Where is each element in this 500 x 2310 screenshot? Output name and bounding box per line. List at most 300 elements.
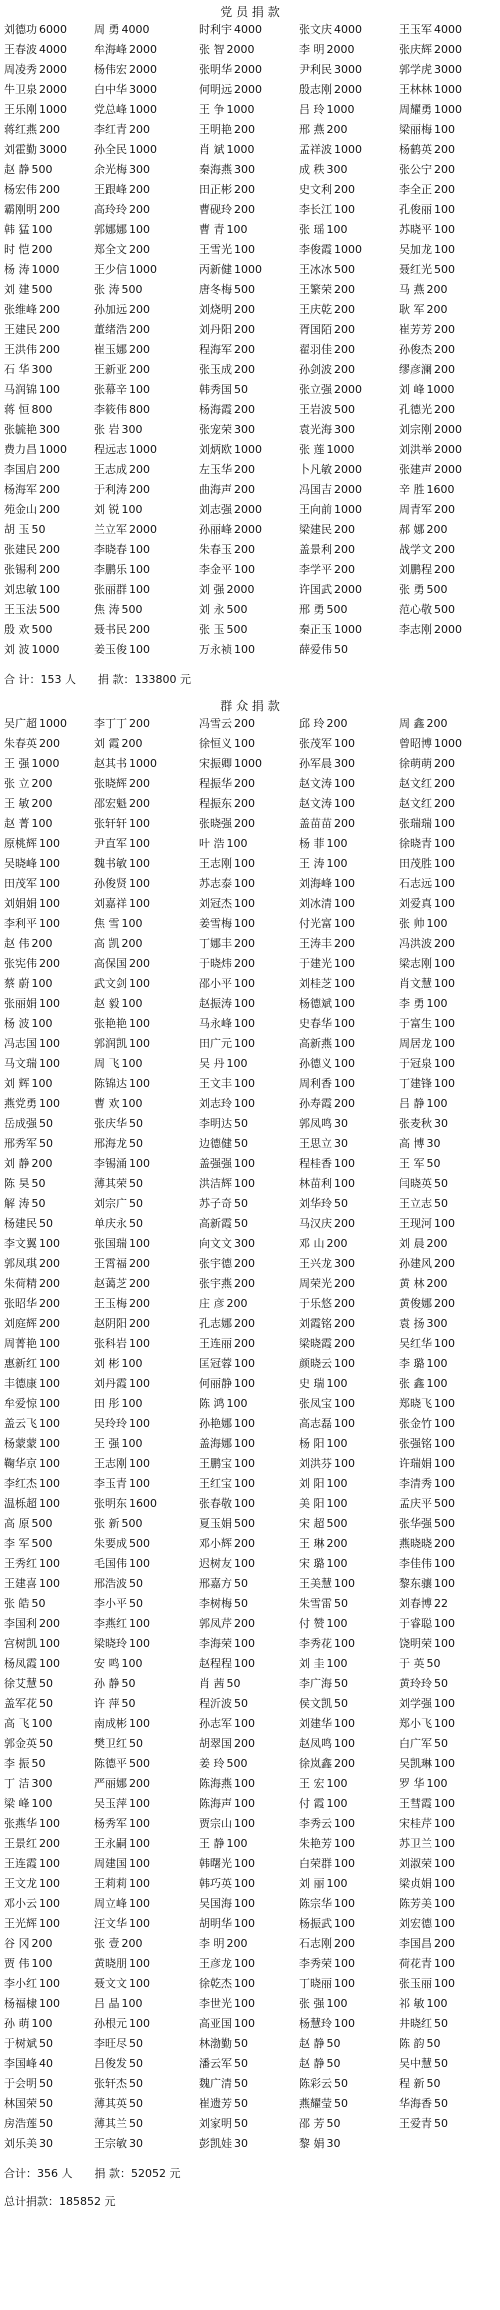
donation-amount: 100 [39,1337,60,1350]
donation-amount: 1000 [334,503,362,516]
donation-amount: 100 [434,817,455,830]
donor-entry [299,1974,399,1994]
donor-entry [399,1674,499,1694]
donor-entry [94,600,199,620]
donation-amount: 100 [39,897,60,910]
donor-name: 林国荣 [4,2097,37,2110]
donor-name: 梁志刚 [399,957,432,970]
donor-name: 张维峰 [4,303,37,316]
donor-entry [94,854,199,874]
donor-name: 万永祯 [199,643,232,656]
donor-name: 高保国 [94,957,127,970]
donor-name: 岳成强 [4,1117,37,1130]
donor-name: 程海军 [199,343,232,356]
donor-entry [399,1534,499,1554]
donor-entry [399,1694,499,1714]
donor-entry [199,934,299,954]
donor-name: 盖景利 [299,543,332,556]
donor-name: 王秀红 [4,1557,37,1570]
donor-name: 李国利 [4,1617,37,1630]
donor-name: 刘 强 [199,583,225,596]
donor-entry [199,240,299,260]
donor-entry [199,180,299,200]
donor-entry [199,1474,299,1494]
donor-name: 王 强 [4,757,30,770]
donor-entry [4,1034,94,1054]
donor-entry [4,420,94,440]
donor-name: 王岩波 [299,403,332,416]
donor-name: 白中华 [94,83,127,96]
donation-amount: 100 [129,1857,150,1870]
donor-entry [4,1694,94,1714]
donor-entry [199,1134,299,1154]
donation-amount: 100 [31,817,53,830]
donation-amount: 2000 [334,483,362,496]
donor-name: 张庆华 [94,1117,127,1130]
donation-amount: 100 [234,1797,255,1810]
donation-amount: 200 [129,323,150,336]
donor-name: 韩秀国 [199,383,232,396]
donation-amount: 50 [129,2117,143,2130]
donor-entry [199,914,299,934]
donor-entry [199,1814,299,1834]
donor-entry [399,460,499,480]
donation-amount: 100 [31,1077,53,1090]
donation-amount: 100 [426,1377,448,1390]
donation-amount: 1000 [31,263,60,276]
donor-name: 霸刚明 [4,203,37,216]
donation-amount: 200 [234,123,255,136]
donation-amount: 100 [334,917,355,930]
donor-name: 盖强强 [199,1157,232,1170]
donor-name: 刘宗刚 [399,423,432,436]
donor-entry [4,1794,94,1814]
donation-amount: 300 [31,363,53,376]
donor-name: 谷 冈 [4,1937,30,1950]
donor-name: 陈 昊 [4,1177,30,1190]
donor-entry [4,714,94,734]
donation-amount: 1000 [129,443,157,456]
donor-entry [299,20,399,40]
donor-name: 苏子奇 [199,1197,232,1210]
donor-entry [4,580,94,600]
donor-entry [4,1614,94,1634]
donor-entry [94,1854,199,1874]
donor-entry [4,1994,94,2014]
donor-name: 吕 玲 [299,103,325,116]
donor-name: 王乐刚 [4,103,37,116]
donor-name: 梁丽梅 [399,123,432,136]
donation-amount: 100 [39,1477,60,1490]
donor-name: 孙艳娜 [199,1417,232,1430]
donor-name: 梁建民 [299,523,332,536]
donation-amount: 200 [334,817,355,830]
donation-amount: 100 [334,203,355,216]
donor-name: 丰德康 [4,1377,37,1390]
donor-name: 周耀勇 [399,103,432,116]
donor-name: 薄其英 [94,2097,127,2110]
donor-name: 鞠华京 [4,1457,37,1470]
donor-name: 周荣光 [299,1277,332,1290]
donor-entry [399,540,499,560]
donor-name: 黄俊娜 [399,1297,432,1310]
donor-entry [399,1454,499,1474]
donation-amount: 200 [434,343,455,356]
donor-entry [199,1834,299,1854]
donor-name: 郭凤鸣 [299,1117,332,1130]
donor-entry [399,60,499,80]
donor-name: 刘冠杰 [199,897,232,910]
donation-amount: 2000 [226,583,255,596]
donor-entry [4,240,94,260]
donor-entry [94,774,199,794]
donation-amount: 100 [434,1917,455,1930]
party-member-donation-summary: 合 计：153 人 捐 款：133800 元 [4,673,191,686]
donation-amount: 500 [426,583,448,596]
donation-amount: 200 [334,183,355,196]
donor-entry [4,1174,94,1194]
donation-amount: 100 [129,897,150,910]
grand-total: 总计捐款：185852 元 [4,2195,116,2208]
donor-entry [199,480,299,500]
donor-entry [4,520,94,540]
donor-entry [4,1714,94,1734]
donation-amount: 1000 [31,757,60,770]
donor-entry [299,1374,399,1394]
donation-amount: 200 [334,523,355,536]
donor-entry [299,1994,399,2014]
donor-entry [199,2134,299,2154]
donor-name: 杨福棣 [4,1997,37,2010]
donor-entry [94,1634,199,1654]
donor-name: 刘霍勤 [4,143,37,156]
donor-entry [299,580,399,600]
donation-amount: 200 [129,463,150,476]
donation-amount: 200 [334,1317,355,1330]
donor-name: 王红宝 [199,1477,232,1490]
donation-amount: 200 [434,503,455,516]
donor-entry [94,300,199,320]
donation-amount: 200 [129,957,150,970]
donation-amount: 50 [326,2117,341,2130]
donor-name: 于建光 [299,957,332,970]
donor-entry [4,1634,94,1654]
donor-name: 赵文涛 [299,777,332,790]
donor-name: 宋桂芹 [399,1817,432,1830]
donor-name: 袁光海 [299,423,332,436]
donor-entry [94,1394,199,1414]
donor-name: 吴玉萍 [94,1797,127,1810]
donation-amount: 300 [39,423,60,436]
donor-entry [399,1634,499,1654]
donor-name: 肖 斌 [199,143,225,156]
donor-entry [399,1514,499,1534]
donation-amount: 100 [434,123,455,136]
donation-amount: 100 [434,1037,455,1050]
donation-amount: 30 [129,2137,143,2150]
donor-entry [199,734,299,754]
donor-name: 孟祥波 [299,143,332,156]
donor-entry [94,1574,199,1594]
donor-entry [94,1194,199,1214]
donor-name: 张 帅 [399,917,425,930]
donor-name: 陈海燕 [199,1777,232,1790]
donor-name: 李学平 [299,563,332,576]
donation-amount: 50 [39,1737,53,1750]
donation-amount: 500 [226,603,248,616]
donor-entry [94,1274,199,1294]
donation-amount: 100 [39,1977,60,1990]
donation-amount: 100 [39,1877,60,1890]
donor-name: 井晓红 [399,2017,432,2030]
donation-amount: 100 [226,1397,248,1410]
donor-entry [4,1194,94,1214]
donation-amount: 100 [39,1457,60,1470]
donation-amount: 100 [334,737,355,750]
donor-entry [199,2054,299,2074]
donor-name: 焦 涛 [94,603,120,616]
donor-entry [94,1374,199,1394]
donor-entry [94,1074,199,1094]
donor-entry [4,1934,94,1954]
donor-name: 张丽群 [94,583,127,596]
donor-name: 刘 丽 [299,1877,325,1890]
donor-name: 邵 芳 [299,2117,325,2130]
donor-name: 赵文红 [399,777,432,790]
donor-name: 聂书民 [94,623,127,636]
donor-entry [4,914,94,934]
donor-entry [4,974,94,994]
donor-entry [199,1254,299,1274]
donor-entry [94,1474,199,1494]
donation-amount: 100 [334,1717,355,1730]
donor-entry [199,1934,299,1954]
donor-name: 孙加远 [94,303,127,316]
donor-name: 史文利 [299,183,332,196]
donation-amount: 200 [129,243,150,256]
donor-name: 王新亚 [94,363,127,376]
donor-entry [94,240,199,260]
donor-entry [299,1394,399,1414]
donor-entry [399,1834,499,1854]
donor-entry [199,600,299,620]
donor-entry [94,1094,199,1114]
donation-amount: 100 [129,977,150,990]
donation-amount: 200 [234,1737,255,1750]
donation-amount: 100 [326,837,348,850]
donor-entry [399,1554,499,1574]
donation-amount: 100 [426,1357,448,1370]
donor-name: 孙丽峰 [199,523,232,536]
donor-name: 盖军花 [4,1697,37,1710]
donation-amount: 50 [434,1197,448,1210]
donor-name: 张晓辉 [94,777,127,790]
donor-name: 吴加龙 [399,243,432,256]
donation-amount: 100 [39,837,60,850]
donor-entry [399,1154,499,1174]
donor-entry [399,240,499,260]
donor-name: 刘鹏程 [399,563,432,576]
donor-name: 薄其兰 [94,2117,127,2130]
donation-amount: 100 [129,1617,150,1630]
donor-name: 林渤勤 [199,2037,232,2050]
donor-name: 缪彦澜 [399,363,432,376]
donor-name: 刘 静 [4,1157,30,1170]
donation-amount: 100 [226,1057,248,1070]
donor-entry [399,360,499,380]
donor-entry [399,1854,499,1874]
donor-entry [399,754,499,774]
donor-entry [4,220,94,240]
donation-amount: 40 [39,2057,53,2070]
donor-name: 邓小云 [4,1897,37,1910]
donation-amount: 100 [39,877,60,890]
donor-entry [199,380,299,400]
donor-name: 徐萌萌 [399,757,432,770]
donor-entry [94,1954,199,1974]
donation-amount: 100 [234,1077,255,1090]
donor-entry [94,640,199,660]
donor-name: 王永嗣 [94,1837,127,1850]
donation-amount: 1000 [326,103,355,116]
donor-name: 李长江 [299,203,332,216]
donor-name: 李国峰 [4,2057,37,2070]
donation-amount: 500 [234,283,255,296]
donation-amount: 200 [234,463,255,476]
donation-amount: 4000 [434,23,462,36]
donation-amount: 30 [234,2137,248,2150]
donor-entry [199,1494,299,1514]
donor-entry [4,1754,94,1774]
donor-name: 时 恺 [4,243,30,256]
donation-amount: 100 [426,997,448,1010]
donor-entry [4,560,94,580]
donor-name: 陈宗华 [299,1897,332,1910]
donor-entry [199,1754,299,1774]
donor-entry [199,120,299,140]
donor-entry [299,360,399,380]
donation-amount: 200 [234,323,255,336]
donor-entry [4,1334,94,1354]
donation-amount: 100 [39,1657,60,1670]
donor-entry [94,1834,199,1854]
donor-name: 吴凯琳 [399,1757,432,1770]
donor-name: 苏志泰 [199,877,232,890]
donor-name: 赵凤鸣 [299,1737,332,1750]
donor-name: 张 鑫 [399,1377,425,1390]
donor-name: 南成彬 [94,1717,127,1730]
donor-entry [4,100,94,120]
donor-entry [399,220,499,240]
donor-entry [299,1094,399,1114]
donor-name: 秦正玉 [299,623,332,636]
donation-amount: 50 [234,1117,248,1130]
donor-name: 王明艳 [199,123,232,136]
donor-entry [199,714,299,734]
donation-amount: 50 [129,1597,143,1610]
donor-name: 陈芳美 [399,1897,432,1910]
donor-name: 王冰冰 [299,263,332,276]
donor-entry [399,420,499,440]
donor-name: 孙德义 [299,1057,332,1070]
donation-amount: 100 [434,243,455,256]
donor-name: 张科岩 [94,1337,127,1350]
donation-amount: 500 [434,1497,455,1510]
donor-entry [299,1034,399,1054]
donor-entry [299,1914,399,1934]
donation-amount: 100 [326,857,348,870]
donor-name: 王少信 [94,263,127,276]
donor-entry [199,80,299,100]
donor-name: 冯国吉 [299,483,332,496]
donation-amount: 100 [334,877,355,890]
donation-amount: 200 [129,623,150,636]
donor-name: 黄 林 [399,1277,425,1290]
donation-amount: 100 [129,1637,150,1650]
donor-entry [399,440,499,460]
donation-amount: 100 [121,1057,143,1070]
donation-amount: 200 [39,1837,60,1850]
donor-entry [4,794,94,814]
donor-name: 周菁艳 [4,1337,37,1350]
donor-name: 张幕辛 [94,383,127,396]
donation-amount: 200 [234,1257,255,1270]
donor-entry [199,1954,299,1974]
donor-name: 陈 鸿 [199,1397,225,1410]
donor-name: 杨鹤英 [399,143,432,156]
donor-entry [199,100,299,120]
donor-entry [94,1154,199,1174]
donor-entry [94,1674,199,1694]
donation-amount: 100 [434,223,455,236]
donor-name: 张明华 [199,63,232,76]
donation-amount: 200 [334,1297,355,1310]
donor-entry [399,620,499,640]
donor-name: 梁晓霞 [299,1337,332,1350]
donor-entry [94,1974,199,1994]
donation-amount: 3000 [129,83,157,96]
donor-name: 李锡涌 [94,1157,127,1170]
donor-name: 程 新 [399,2077,425,2090]
donor-entry [4,540,94,560]
donation-amount: 100 [334,1017,355,1030]
donor-name: 朱春玉 [199,543,232,556]
donation-amount: 200 [39,1617,60,1630]
donor-name: 程沂波 [199,1697,232,1710]
donor-entry [94,754,199,774]
donor-name: 杨 波 [4,1017,30,1030]
donor-name: 孔德光 [399,403,432,416]
donor-entry [4,1274,94,1294]
donor-entry [199,620,299,640]
donation-amount: 200 [334,1097,355,1110]
donor-entry [4,1214,94,1234]
donation-amount: 100 [234,1157,255,1170]
donor-entry [299,260,399,280]
donor-name: 黎东骧 [399,1577,432,1590]
donation-amount: 50 [234,383,248,396]
donation-amount: 200 [39,957,60,970]
donor-name: 聂文文 [94,1977,127,1990]
donation-amount: 200 [234,777,255,790]
donor-name: 王兴龙 [299,1257,332,1270]
donor-entry [94,1774,199,1794]
donation-amount: 100 [426,917,448,930]
donor-name: 白广军 [399,1737,432,1750]
donor-entry [399,1214,499,1234]
donation-amount: 100 [31,2017,53,2030]
donor-entry [4,1314,94,1334]
